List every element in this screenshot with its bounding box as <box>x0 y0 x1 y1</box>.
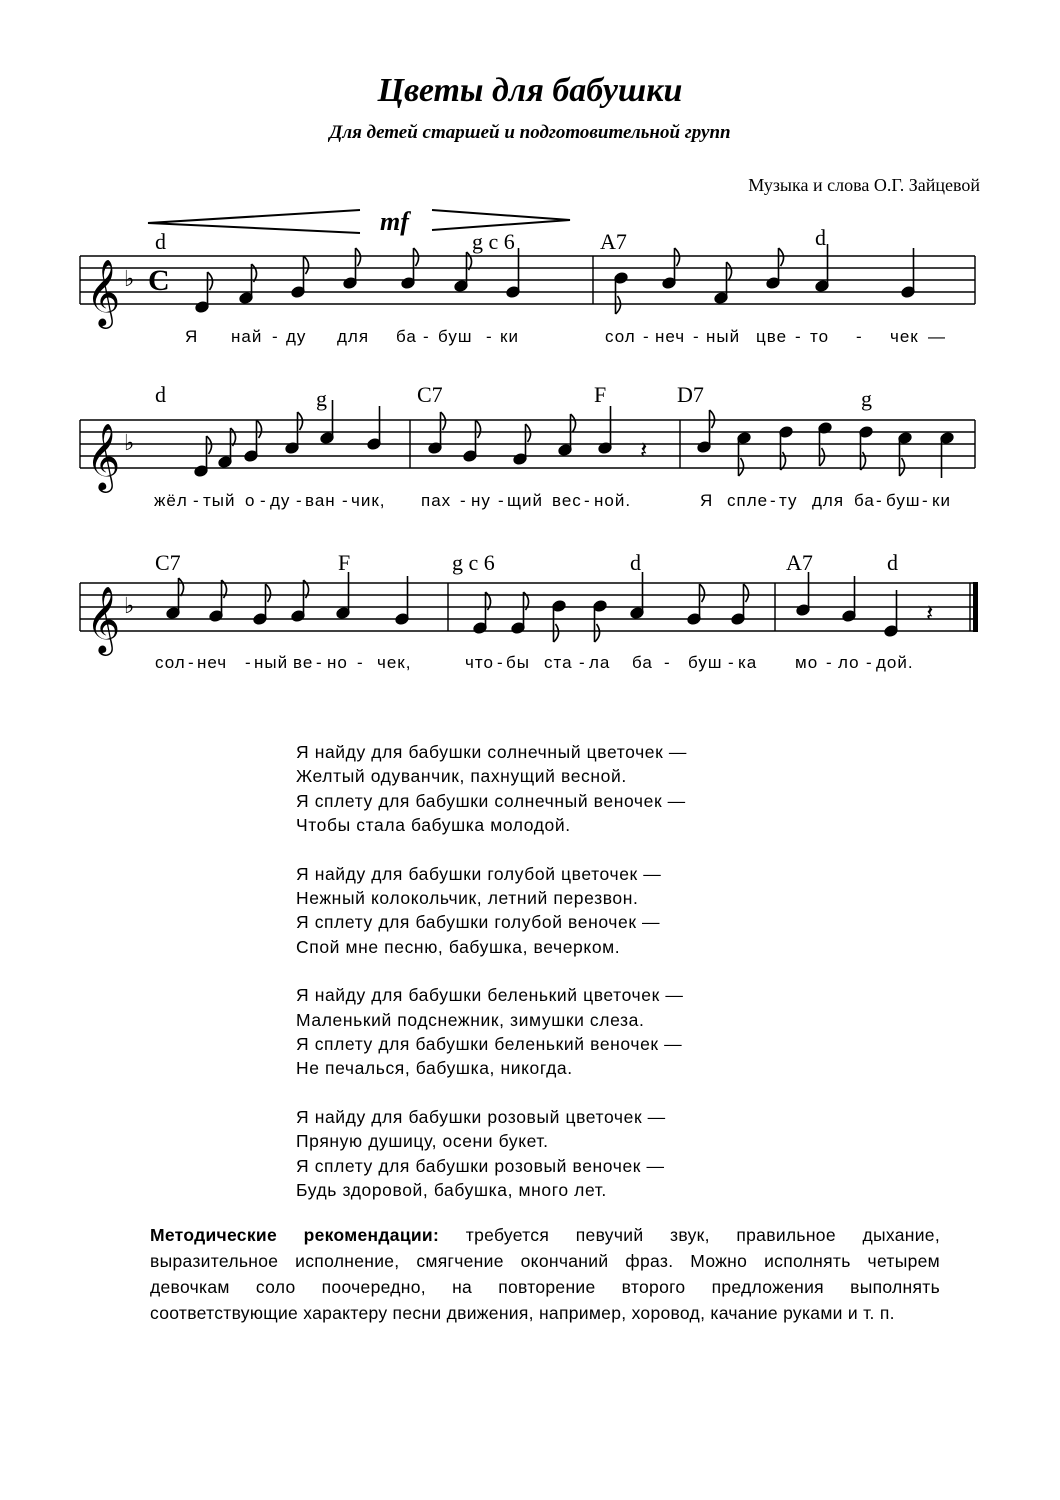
flat-key-signature-icon: ♭ <box>124 594 135 619</box>
lyric-syllable: то <box>810 327 830 346</box>
treble-clef-icon: 𝄞 <box>86 258 121 326</box>
lyric-syllable: ду <box>270 491 291 510</box>
lyric-syllable: неч <box>655 327 686 346</box>
chord-symbol: C7 <box>417 382 443 407</box>
lyric-syllable: буш <box>438 327 473 346</box>
final-barline <box>973 582 978 632</box>
chord-symbol: d <box>630 550 641 575</box>
lyric-syllable: ки <box>932 491 951 510</box>
verse-line: Я найду для бабушки голубой цветочек — <box>296 863 662 884</box>
lyric-syllable: о <box>245 491 256 510</box>
common-time-icon: C <box>148 264 170 297</box>
verse-line: Я сплету для бабушки солнечный веночек — <box>296 790 686 811</box>
verse-line: Нежный колокольчик, летний перезвон. <box>296 888 639 909</box>
lyric-syllable: ка <box>738 653 758 672</box>
verse-line: Будь здоровой, бабушка, много лет. <box>296 1180 607 1201</box>
verse-line: Желтый одуванчик, пахнущий весной. <box>296 766 627 787</box>
chord-symbol: D7 <box>677 382 704 407</box>
lyric-syllable: - <box>486 327 493 346</box>
method-recommendations <box>150 1222 940 1326</box>
treble-clef-icon: 𝄞 <box>86 585 121 653</box>
lyric-syllable: ба <box>854 491 875 510</box>
lyric-syllable: - <box>795 327 802 346</box>
lyric-syllable: ста <box>544 653 573 672</box>
lyric-syllable: - <box>245 653 252 672</box>
lyric-syllable: - <box>866 653 873 672</box>
verses <box>296 740 687 1227</box>
verse-line: Я найду для бабушки солнечный цветочек — <box>296 742 687 762</box>
lyric-syllable: - <box>693 327 700 346</box>
verse-line: Я найду для бабушки розовый цветочек — <box>296 1106 666 1127</box>
lyric-syllable: ный <box>706 327 741 346</box>
chord-symbol: d <box>155 229 166 254</box>
sheet-music <box>0 0 1060 720</box>
verse-line: Я найду для бабушки беленький цветочек — <box>296 985 684 1006</box>
lyric-syllable: ван <box>305 491 336 510</box>
lyric-syllable: чик, <box>351 491 386 510</box>
lyric-syllable: неч <box>197 653 228 672</box>
verse-line: Я сплету для бабушки беленький веночек — <box>296 1034 683 1055</box>
lyric-syllable: — <box>928 327 946 346</box>
chord-symbol: d <box>815 225 826 250</box>
lyric-syllable: для <box>812 491 845 510</box>
chord-symbol: d <box>887 550 898 575</box>
notes <box>194 400 954 478</box>
lyric-syllable: ну <box>471 491 491 510</box>
lyric-syllable: ту <box>779 491 798 510</box>
lyric-syllable: - <box>342 491 349 510</box>
stanza <box>296 740 687 838</box>
lyric-syllable: ба <box>632 653 653 672</box>
lyric-syllable: ве <box>293 653 314 672</box>
chord-symbol: C7 <box>155 550 181 575</box>
chord-symbol: F <box>594 382 607 407</box>
lyric-syllable: чек, <box>377 653 412 672</box>
lyric-syllable: тый <box>203 491 236 510</box>
verse-line: Пряную душицу, осени букет. <box>296 1131 549 1152</box>
lyric-syllable: сол <box>155 653 186 672</box>
chord-symbol: g c 6 <box>472 229 515 254</box>
lyric-syllable: - <box>826 653 833 672</box>
lyric-syllable: что <box>465 653 494 672</box>
lyric-syllable: буш <box>688 653 723 672</box>
lyric-syllable: пах <box>421 491 452 510</box>
lyric-syllable: - <box>770 491 777 510</box>
lyric-syllable: - <box>260 491 267 510</box>
staff-1 <box>80 244 975 329</box>
lyric-syllable: - <box>584 491 591 510</box>
lyric-syllable: - <box>193 491 200 510</box>
lyric-syllable: ба <box>396 327 417 346</box>
chord-symbol: A7 <box>600 229 627 254</box>
staff-2 <box>80 400 975 493</box>
flat-key-signature-icon: ♭ <box>124 267 135 292</box>
lyric-syllable: бы <box>506 653 530 672</box>
dynamic-mf: mf <box>380 207 409 236</box>
lyric-syllable: - <box>579 653 586 672</box>
lyric-syllable: сол <box>605 327 636 346</box>
chord-symbol: g <box>316 386 327 411</box>
lyric-syllable: вес <box>552 491 582 510</box>
lyric-syllable: - <box>643 327 650 346</box>
lyric-syllable: жёл <box>154 491 188 510</box>
verse-line: Спой мне песню, бабушка, вечерком. <box>296 936 621 957</box>
lyric-syllable: ной. <box>594 491 632 510</box>
lyric-syllable: - <box>460 491 467 510</box>
lyric-syllable: - <box>272 327 279 346</box>
lyrics <box>154 327 951 672</box>
method-text: требуется певучий звук, правильное дыхание, выразительное исполнение, смягчение окончаний фраз. Можно исполнять четырем девочкам соло поочередно, на повторение второго предложения выполнять соответствующие характеру песни движения, например, хоровод, качание руками и т. п. <box>150 1225 940 1323</box>
lyric-syllable: чек <box>890 327 919 346</box>
lyric-syllable: - <box>728 653 735 672</box>
flat-key-signature-icon: ♭ <box>124 431 135 456</box>
lyric-syllable: цве <box>756 327 788 346</box>
song-subtitle: Для детей старшей и подготовительной групп <box>329 122 731 143</box>
lyric-syllable: - <box>922 491 929 510</box>
quarter-rest-icon: 𝄽 <box>926 599 934 627</box>
lyric-syllable: ду <box>286 327 307 346</box>
chord-symbol: g c 6 <box>452 550 495 575</box>
lyric-syllable: - <box>497 653 504 672</box>
lyric-syllable: дой. <box>876 653 914 672</box>
lyric-syllable: но <box>327 653 348 672</box>
treble-clef-icon: 𝄞 <box>86 422 121 490</box>
lyric-syllable: - <box>664 653 671 672</box>
lyric-syllable: - <box>357 653 364 672</box>
lyric-syllable: спле <box>727 491 769 510</box>
lyric-syllable: буш <box>886 491 921 510</box>
lyric-syllable: щий <box>507 491 543 510</box>
verse-line: Маленький подснежник, зимушки слеза. <box>296 1009 645 1030</box>
verse-line: Я сплету для бабушки розовый веночек — <box>296 1155 665 1176</box>
chord-symbol: g <box>861 386 872 411</box>
lyric-syllable: ла <box>589 653 611 672</box>
staff-3 <box>80 572 978 656</box>
method-heading: Методические рекомендации: <box>150 1225 440 1245</box>
verse-line: Чтобы стала бабушка молодой. <box>296 815 571 836</box>
lyric-syllable: - <box>423 327 430 346</box>
lyric-syllable: - <box>498 491 505 510</box>
lyric-syllable: - <box>856 327 863 346</box>
lyric-syllable: Я <box>185 327 199 346</box>
lyric-syllable: - <box>876 491 883 510</box>
chord-symbol: d <box>155 382 166 407</box>
crescendo-hairpin <box>148 210 360 233</box>
chord-symbol: A7 <box>786 550 813 575</box>
lyric-syllable: - <box>296 491 303 510</box>
lyric-syllable: ки <box>500 327 519 346</box>
lyric-syllable: Я <box>700 491 714 510</box>
lyric-syllable: мо <box>795 653 819 672</box>
lyric-syllable: най <box>231 327 263 346</box>
lyric-syllable: - <box>188 653 195 672</box>
composer-credit: Музыка и слова О.Г. Зайцевой <box>748 175 980 195</box>
quarter-rest-icon: 𝄽 <box>640 436 648 464</box>
lyric-syllable: ный <box>254 653 289 672</box>
verse-line: Не печалься, бабушка, никогда. <box>296 1058 573 1079</box>
chord-symbol: F <box>338 550 351 575</box>
stanza <box>296 983 687 1081</box>
stanza <box>296 862 687 960</box>
decrescendo-hairpin <box>432 210 570 230</box>
lyric-syllable: для <box>337 327 370 346</box>
lyric-syllable: ло <box>838 653 860 672</box>
verse-line: Я сплету для бабушки голубой веночек — <box>296 912 661 933</box>
chord-symbols <box>155 225 898 575</box>
song-title: Цветы для бабушки <box>377 72 683 109</box>
lyric-syllable: - <box>316 653 323 672</box>
stanza <box>296 1105 687 1203</box>
